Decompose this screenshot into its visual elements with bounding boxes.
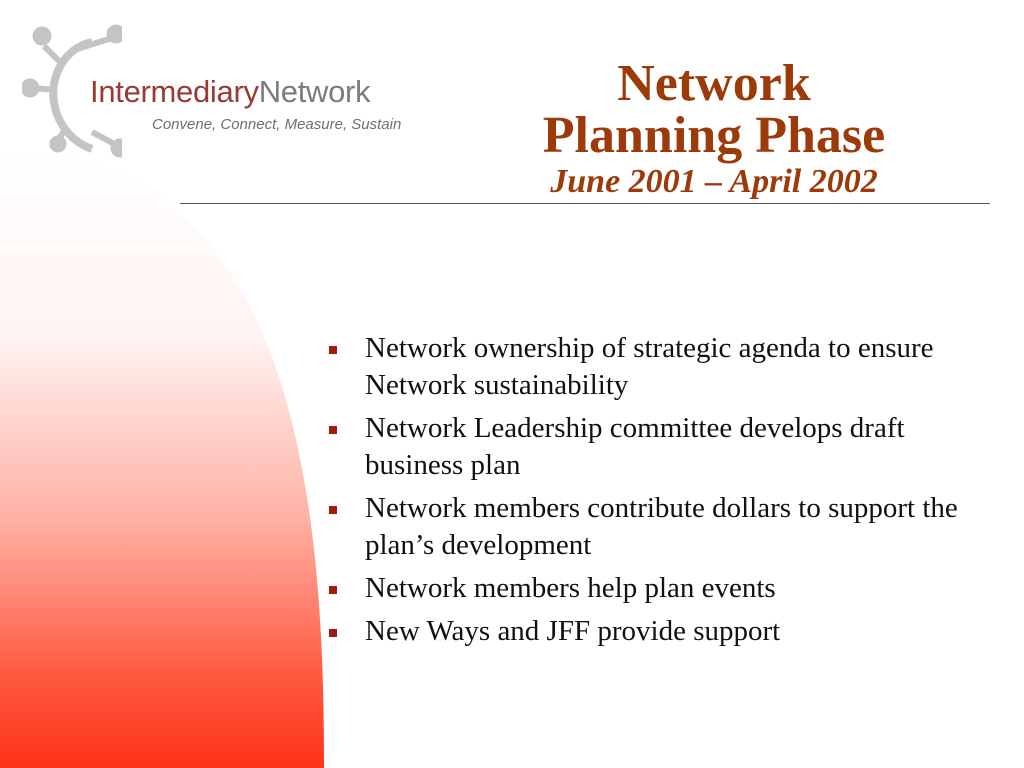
- bullet-item: [325, 613, 1005, 650]
- square-bullet-icon: [329, 506, 337, 514]
- square-bullet-icon: [329, 586, 337, 594]
- bullet-item: [325, 490, 1005, 564]
- bullet-text: New Ways and JFF provide support: [365, 615, 781, 647]
- bullet-item: [325, 570, 1005, 607]
- title-divider: [180, 203, 990, 204]
- logo-tagline: Convene, Connect, Measure, Sustain: [152, 116, 402, 133]
- logo-wordmark: [90, 74, 370, 110]
- title-line-1: Network: [617, 55, 811, 112]
- square-bullet-icon: [329, 346, 337, 354]
- square-bullet-icon: [329, 426, 337, 434]
- bullet-item: [325, 330, 1005, 404]
- square-bullet-icon: [329, 629, 337, 637]
- bullet-text: Network Leadership committee develops draft business plan: [365, 412, 905, 481]
- title-subtitle: June 2001 – April 2002: [550, 163, 878, 200]
- slide-title: [454, 55, 974, 202]
- bullet-text: Network members contribute dollars to support the plan’s development: [365, 492, 958, 561]
- logo-word-network: Network: [258, 74, 371, 109]
- bullet-list: [325, 330, 1005, 656]
- bullet-item: [325, 410, 1005, 484]
- title-line-2: Planning Phase: [542, 107, 886, 164]
- logo-word-intermediary: Intermediary: [90, 74, 259, 109]
- bullet-text: Network members help plan events: [365, 572, 776, 604]
- bullet-text: Network ownership of strategic agenda to ensure Network sustainability: [365, 332, 934, 401]
